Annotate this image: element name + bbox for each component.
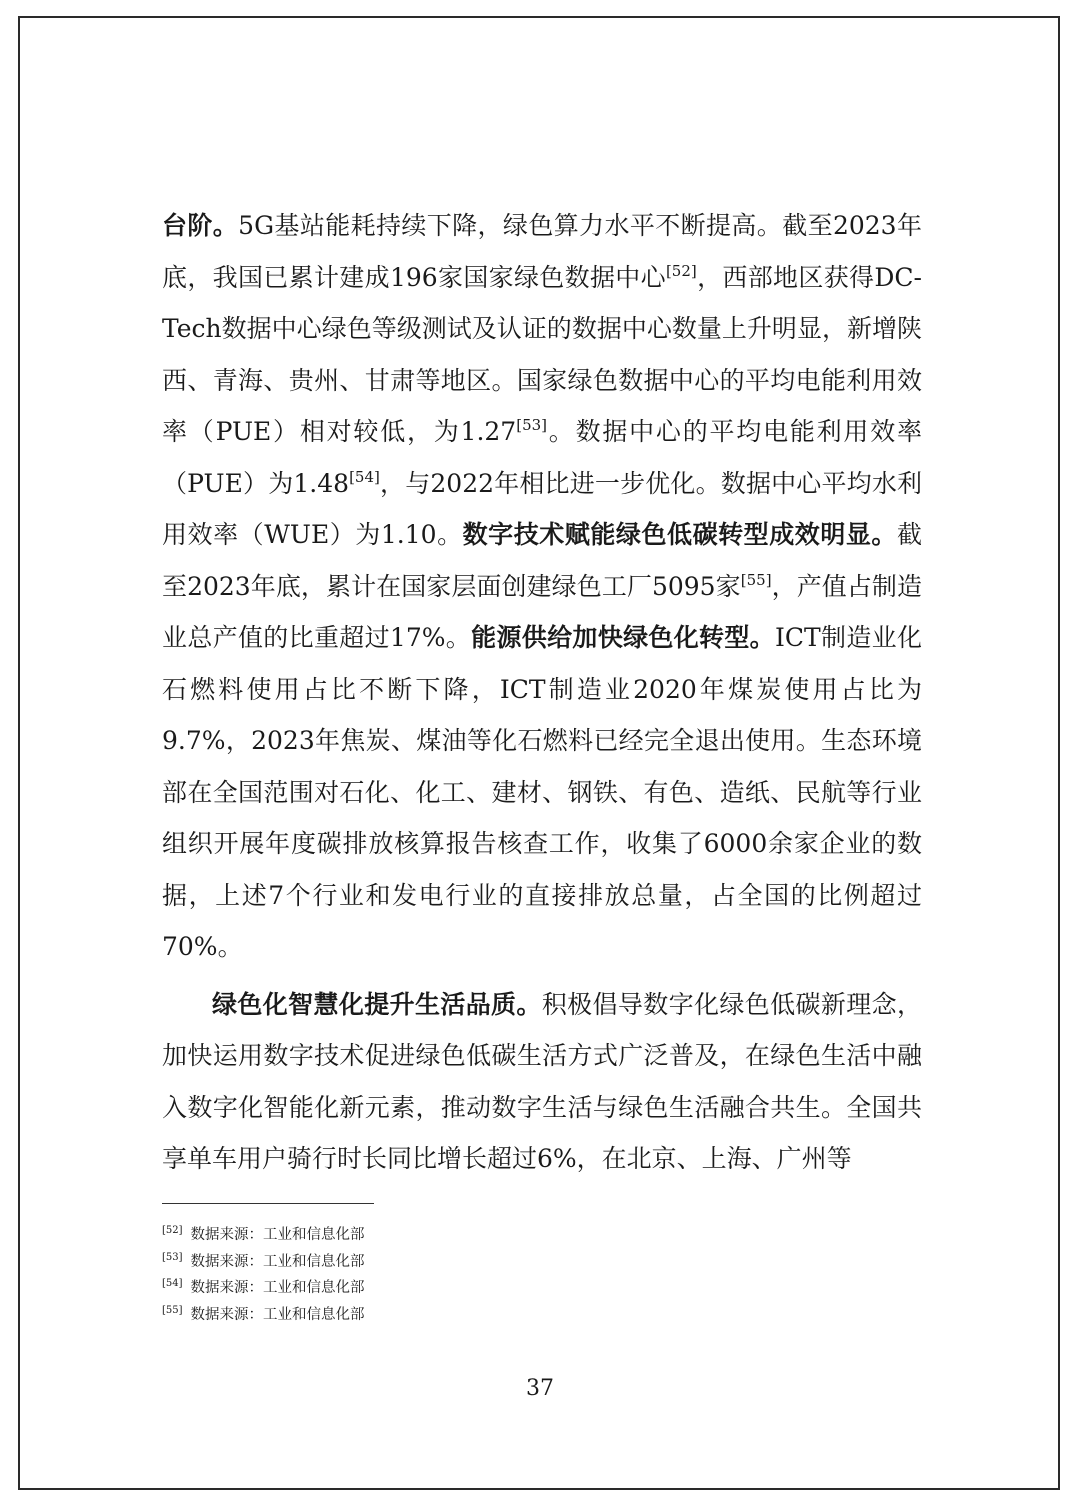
paragraph-text: 截至2023年底，累计在国家层面创建绿色工厂5095家 xyxy=(162,520,922,601)
footnote-marker: [53] xyxy=(162,1251,183,1263)
bold-heading-digital-empowerment: 数字技术赋能绿色低碳转型成效明显。 xyxy=(462,520,897,549)
footnote-marker: [54] xyxy=(162,1278,183,1289)
bold-heading-life-quality: 绿色化智慧化提升生活品质。 xyxy=(212,989,542,1019)
main-body-text xyxy=(162,200,922,1185)
paragraph-text: ，西部地区获得DC-Tech数据中心绿色等级测试及认证的数据中心数量上升明显，新增陕西、青海、贵州、甘肃等地区。国家绿色数据中心的平均电能利用效率（PUE）相对较低，为1.27 xyxy=(162,262,922,446)
bold-lead-steps: 台阶。 xyxy=(162,211,239,240)
paragraph-text: 。数据中心的平均电能利用效率（PUE）为1.48 xyxy=(162,417,922,498)
paragraph-green-living xyxy=(162,979,922,1185)
paragraph-green-computing xyxy=(162,200,922,973)
footnote-text: 数据来源：工业和信息化部 xyxy=(190,1253,365,1270)
paragraph-text: 5G基站能耗持续下降，绿色算力水平不断提高。截至2023年底，我国已累计建成196家国家绿色数据中心 xyxy=(162,211,922,292)
footnote-marker: [55] xyxy=(162,1304,183,1316)
footnote-text: 数据来源：工业和信息化部 xyxy=(190,1306,365,1323)
footnote-text: 数据来源：工业和信息化部 xyxy=(190,1280,365,1296)
footnote-item xyxy=(162,1249,365,1276)
footnotes-section xyxy=(162,1222,365,1328)
paragraph-text: ，与2022年相比进一步优化。数据中心平均水利用效率（WUE）为1.10。 xyxy=(162,468,923,549)
footnote-item xyxy=(162,1222,365,1249)
footnote-text: 数据来源：工业和信息化部 xyxy=(190,1227,365,1243)
footnote-ref-53[interactable]: [53] xyxy=(516,416,548,434)
bold-heading-energy-supply: 能源供给加快绿色化转型。 xyxy=(471,623,776,652)
footnote-ref-52[interactable]: [52] xyxy=(665,261,697,280)
footnote-item xyxy=(162,1275,365,1302)
footnote-marker: [52] xyxy=(162,1225,183,1236)
footnote-ref-54[interactable]: [54] xyxy=(349,467,380,486)
paragraph-text: ICT制造业化石燃料使用占比不断下降，ICT制造业2020年煤炭使用占比为9.7%，2023年焦炭、煤油等化石燃料已经完全退出使用。生态环境部在全国范围对石化、化工、建材、钢铁、有色、造纸、民航等行业组织开展年度碳排放核算报告核查工作，收集了6000余家企业的数据，上述7个行业和发电行业的直接排放总量，占全国的比例超过70%。 xyxy=(162,623,922,961)
paragraph-text: ，产值占制造业总产值的比重超过17%。 xyxy=(162,571,922,652)
footnote-ref-55[interactable]: [55] xyxy=(740,570,772,589)
footnote-item xyxy=(162,1302,365,1329)
page-number: 37 xyxy=(526,1376,554,1401)
paragraph-text: 积极倡导数字化绿色低碳新理念，加快运用数字技术促进绿色低碳生活方式广泛普及，在绿色生活中融入数字化智能化新元素，推动数字生活与绿色生活融合共生。全国共享单车用户骑行时长同比增长超过6%，在北京、上海、广州等 xyxy=(162,989,922,1173)
footnote-divider xyxy=(162,1203,374,1204)
